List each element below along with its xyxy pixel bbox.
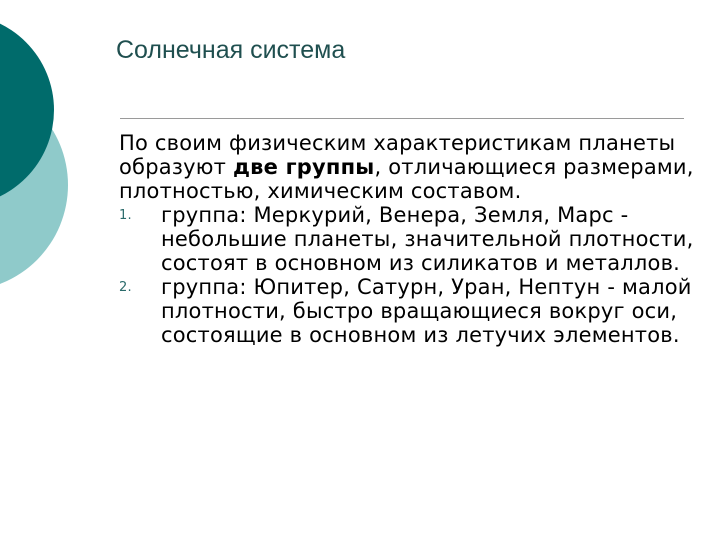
list-number: 2.: [119, 280, 132, 295]
title-divider: [120, 118, 684, 119]
list-number: 1.: [119, 208, 132, 223]
group-2-text: группа: Юпитер, Сатурн, Уран, Нептун - малой плотности, быстро вращающиеся вокруг оси, состоящие в основном из летучих элементов.: [161, 275, 692, 347]
list-item-group-1: [119, 203, 699, 275]
planet-groups-list: [119, 203, 699, 347]
list-item-group-2: [119, 275, 699, 347]
slide-title: Солнечная система: [116, 36, 346, 64]
group-1-text: группа: Меркурий, Венера, Земля, Марс - небольшие планеты, значительной плотности, состоят в основном из силикатов и металлов.: [161, 203, 694, 275]
decorative-circles: [0, 0, 80, 290]
intro-paragraph: [119, 131, 699, 203]
intro-text-end: , отличающиеся размерами, плотностью, химическим составом.: [119, 155, 694, 203]
intro-emphasis: две группы: [232, 155, 375, 179]
slide-body: [119, 131, 699, 347]
intro-text-start: По своим физическим характеристикам планеты образуют: [119, 131, 676, 179]
